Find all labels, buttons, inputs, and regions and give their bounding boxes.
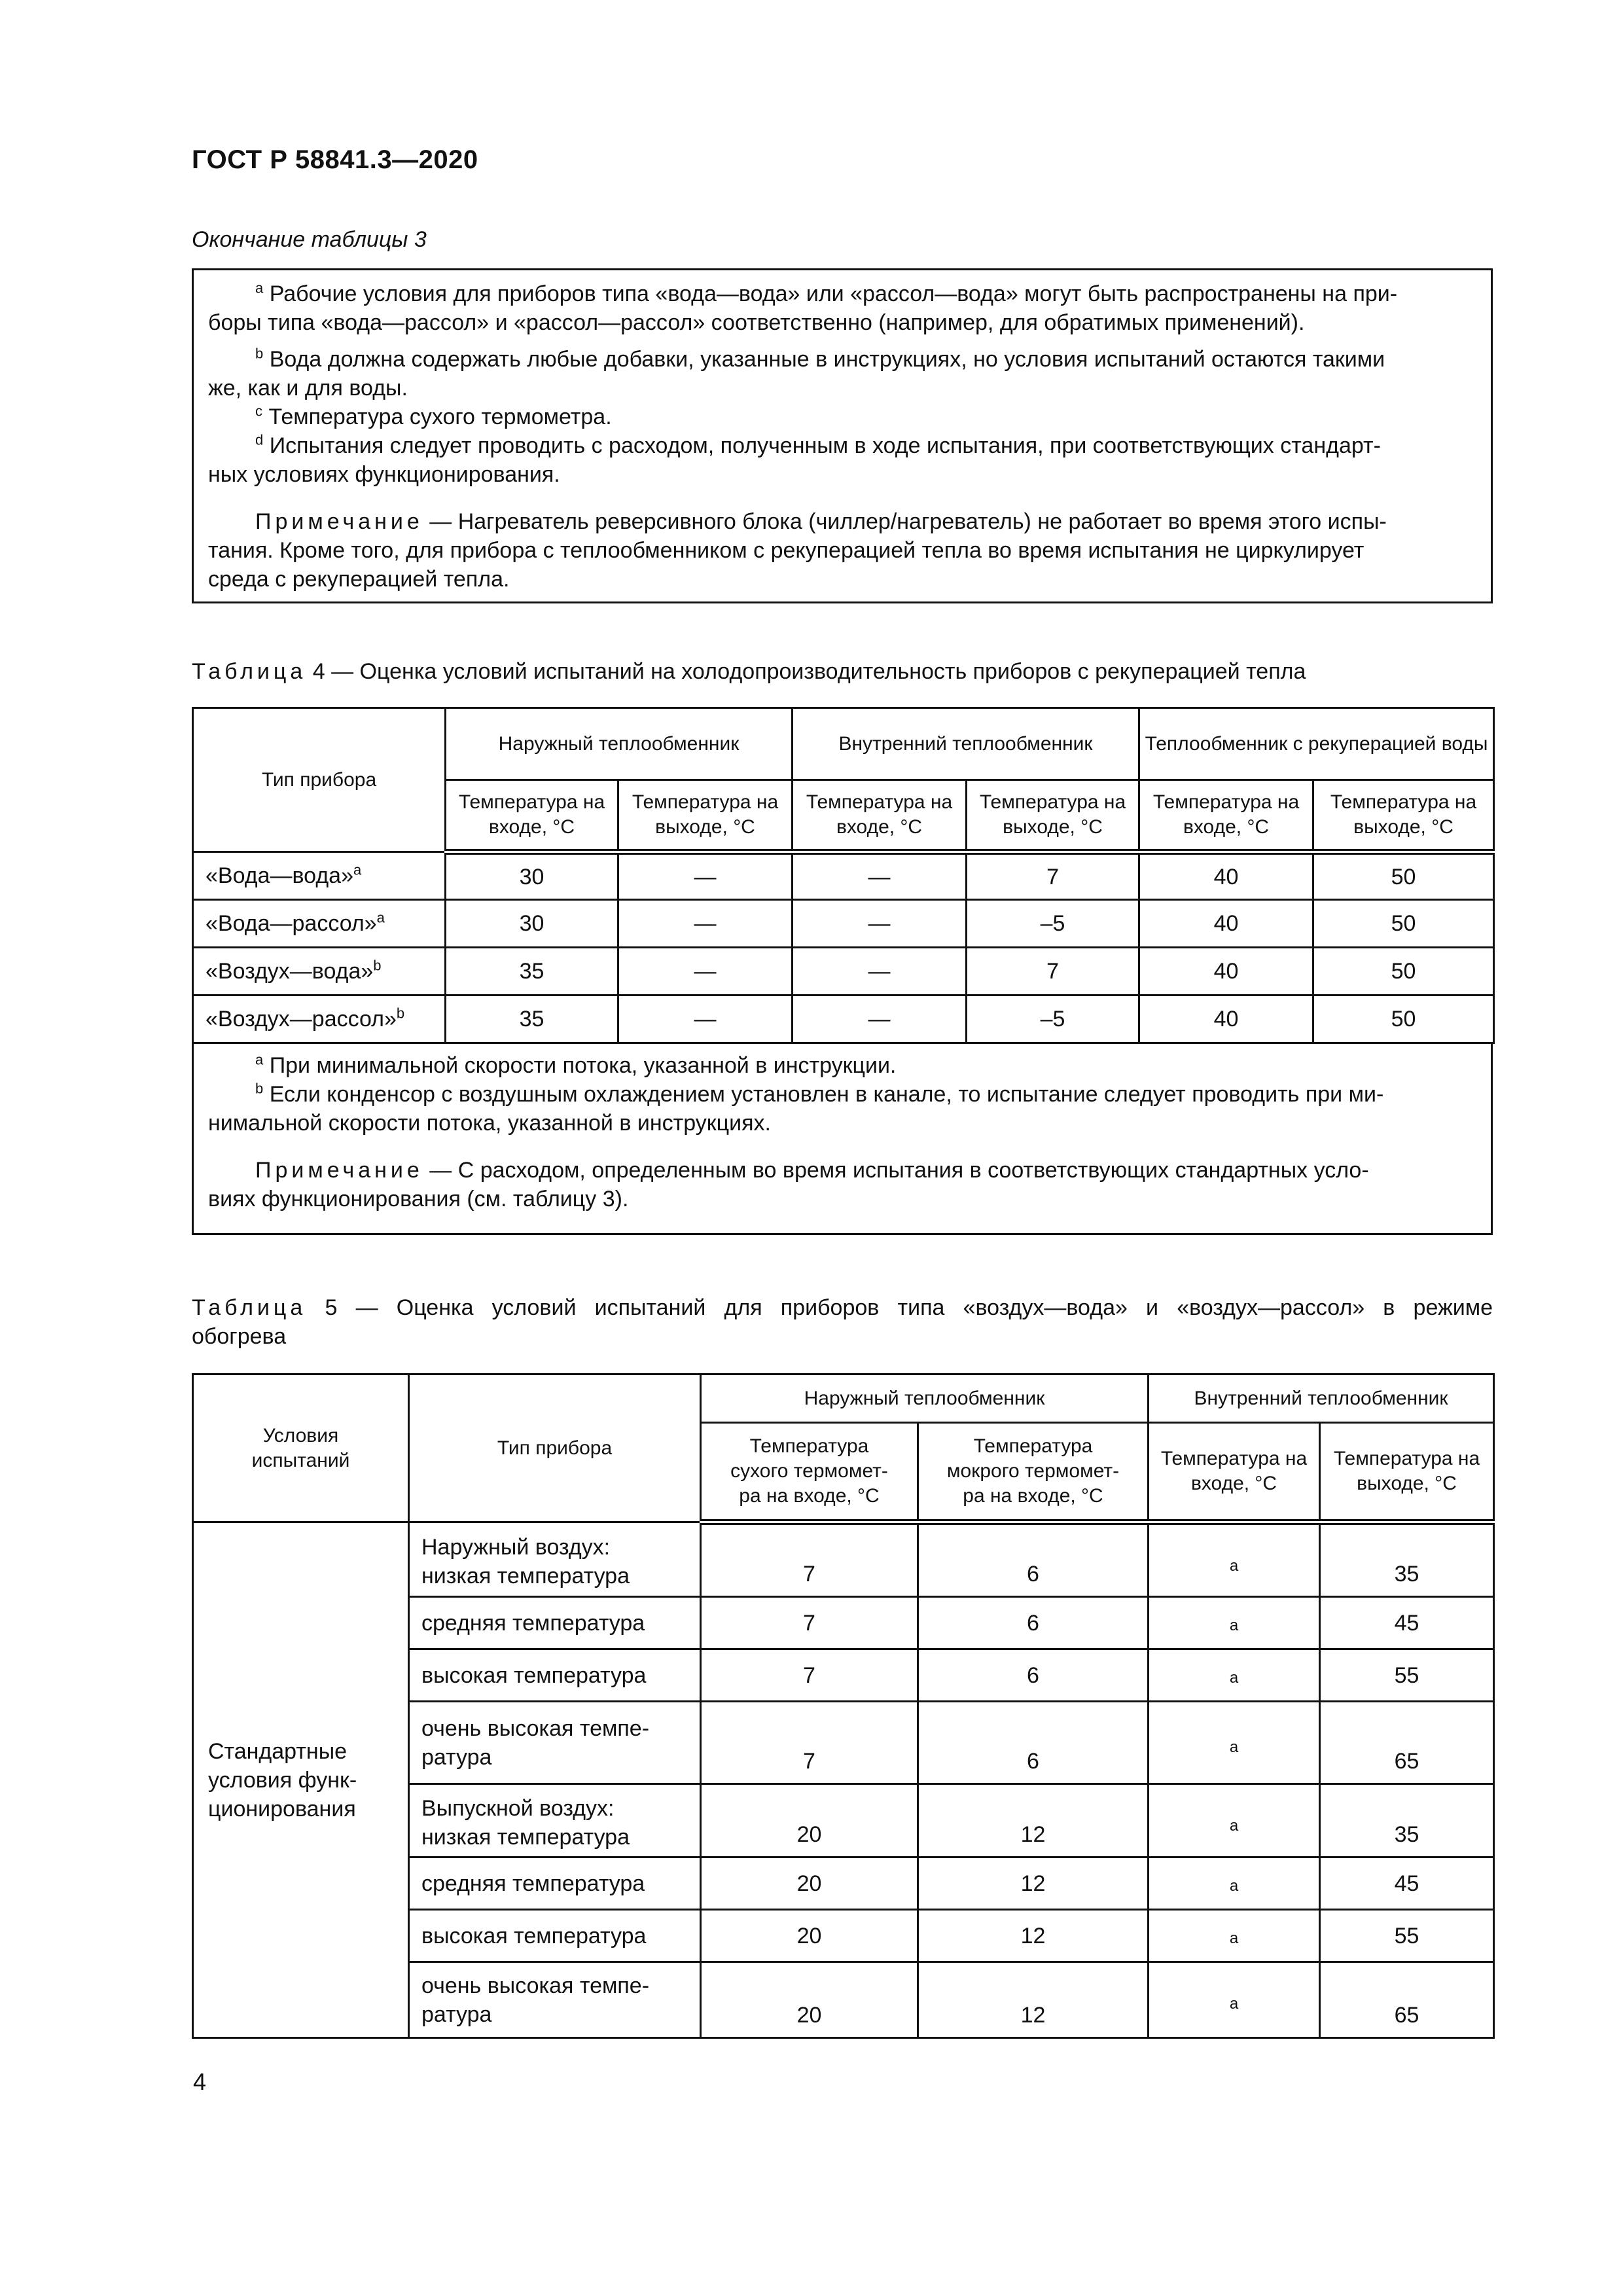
table-cell: 30 xyxy=(446,900,618,948)
table-cell: 7 xyxy=(967,948,1139,996)
table4-header-indoor: Внутренний теплообменник xyxy=(793,708,1139,780)
footnote-mark: c xyxy=(255,403,262,420)
table-cell: 20 xyxy=(701,1962,918,2038)
note-text: среда с рекуперацией тепла. xyxy=(208,567,510,592)
table-cell: 6 xyxy=(918,1649,1149,1702)
table-cell: — xyxy=(618,996,793,1043)
device-type: очень высокая темпе- ратура xyxy=(409,1702,701,1784)
device-type: Выпускной воздух: низкая температура xyxy=(409,1784,701,1857)
caption-text: 5 — Оценка условий испытаний для приборов типа «воздух—вода» и «воздух—рассол» в режиме xyxy=(306,1295,1493,1320)
footnote-text: ных условиях функционирования. xyxy=(208,462,560,487)
table-cell: 12 xyxy=(918,1910,1149,1962)
table-cell: 35 xyxy=(446,948,618,996)
table-cell: 7 xyxy=(967,852,1139,900)
table-cell: 20 xyxy=(701,1857,918,1910)
device-type: высокая температура xyxy=(409,1910,701,1962)
note-label: Примечание xyxy=(255,1158,423,1183)
table-cell: 12 xyxy=(918,1857,1149,1910)
table-cell: –5 xyxy=(967,996,1139,1043)
continuation-caption: Окончание таблицы 3 xyxy=(192,227,427,252)
table-cell: a xyxy=(1149,1910,1320,1962)
table3-note xyxy=(208,507,1476,536)
table-cell: 50 xyxy=(1313,852,1494,900)
table-cell: a xyxy=(1149,1784,1320,1857)
table5-header-outdoor: Наружный теплообменник xyxy=(701,1374,1149,1423)
table-cell: 50 xyxy=(1313,900,1494,948)
footnote-text: Если конденсор с воздушным охлаждением установлен в канале, то испытание следует проводить при ми- xyxy=(269,1082,1384,1107)
table4 xyxy=(192,707,1495,1044)
footnote-mark: a xyxy=(255,279,264,296)
table5-caption xyxy=(192,1293,1493,1351)
table-cell: 65 xyxy=(1320,1962,1494,2038)
table-row xyxy=(193,1522,1494,1597)
caption-line xyxy=(192,1293,1493,1322)
table5 xyxy=(192,1373,1495,2039)
table-cell: 45 xyxy=(1320,1597,1494,1649)
footnote-text: Вода должна содержать любые добавки, указанные в инструкциях, но условия испытаний остаются такими xyxy=(269,347,1385,372)
table-cell: 55 xyxy=(1320,1910,1494,1962)
note-text: тания. Кроме того, для прибора с теплообменником с рекуперацией тепла во время испытания не циркулирует xyxy=(208,538,1364,563)
footnote-mark: a xyxy=(255,1051,264,1068)
caption-text: 4 — Оценка условий испытаний на холодопроизводительность приборов с рекуперацией тепла xyxy=(306,659,1306,684)
footnote-text: же, как и для воды. xyxy=(208,376,408,401)
footnote-mark: d xyxy=(255,431,264,448)
table-cell: 45 xyxy=(1320,1857,1494,1910)
table-cell: 7 xyxy=(701,1522,918,1597)
table5-header-dry-bulb: Температура сухого термомет-ра на входе, °С xyxy=(701,1423,918,1522)
table-cell: 6 xyxy=(918,1702,1149,1784)
table-cell: 40 xyxy=(1139,996,1313,1043)
table4-note xyxy=(208,1156,1476,1185)
table-cell: 65 xyxy=(1320,1702,1494,1784)
table-cell: 30 xyxy=(446,852,618,900)
table-cell: a xyxy=(1149,1702,1320,1784)
table4-header-recovery: Теплообменник с рекуперацией воды xyxy=(1139,708,1494,780)
table-cell: 35 xyxy=(1320,1784,1494,1857)
device-type: очень высокая темпе- ратура xyxy=(409,1962,701,2038)
table-cell: 12 xyxy=(918,1784,1149,1857)
table-cell: — xyxy=(618,852,793,900)
table4-header-inlet: Температура на входе, °С xyxy=(793,780,967,852)
table-cell: 35 xyxy=(1320,1522,1494,1597)
caption-label: Таблица xyxy=(192,659,307,684)
footnote-mark: b xyxy=(255,345,264,362)
table-cell: –5 xyxy=(967,900,1139,948)
table-cell: 7 xyxy=(701,1649,918,1702)
table-cell: 40 xyxy=(1139,948,1313,996)
table4-footnote-a xyxy=(208,1051,1476,1080)
table-cell: 50 xyxy=(1313,948,1494,996)
device-type: «Воздух—вода»$^b$ xyxy=(193,948,446,996)
device-type: средняя температура xyxy=(409,1857,701,1910)
footnote-text: боры типа «вода—рассол» и «рассол—рассол» соответственно (например, для обратимых применений). xyxy=(208,310,1305,335)
table4-header-inlet: Температура на входе, °С xyxy=(1139,780,1313,852)
document-code: ГОСТ Р 58841.3—2020 xyxy=(192,145,478,174)
device-type: Наружный воздух: низкая температура xyxy=(409,1522,701,1597)
note-text: — Нагреватель реверсивного блока (чиллер/нагреватель) не работает во время этого испы- xyxy=(423,509,1387,534)
table4-header-outlet: Температура на выходе, °С xyxy=(967,780,1139,852)
table-cell: 20 xyxy=(701,1910,918,1962)
table4-caption xyxy=(192,657,1306,686)
caption-label: Таблица xyxy=(192,1295,307,1320)
table-cell: 40 xyxy=(1139,900,1313,948)
table4-footnote-b xyxy=(208,1080,1476,1109)
table-cell: 7 xyxy=(701,1597,918,1649)
note-label: Примечание xyxy=(255,509,423,534)
table4-header-type: Тип прибора xyxy=(193,708,446,852)
footnote-text: При минимальной скорости потока, указанной в инструкции. xyxy=(269,1053,897,1078)
table-cell: a xyxy=(1149,1857,1320,1910)
table-row xyxy=(193,996,1494,1043)
table5-header-type: Тип прибора xyxy=(409,1374,701,1522)
table-cell: a xyxy=(1149,1522,1320,1597)
table-row xyxy=(193,900,1494,948)
table4-header-outlet: Температура на выходе, °С xyxy=(1313,780,1494,852)
test-condition: Стандартные условия функ-ционирования xyxy=(193,1522,409,2038)
table-row xyxy=(193,948,1494,996)
table5-header-conditions: Условия испытаний xyxy=(193,1374,409,1522)
footnote-text: Рабочие условия для приборов типа «вода—вода» или «рассол—вода» могут быть распространены на при- xyxy=(269,281,1398,306)
table-cell: 40 xyxy=(1139,852,1313,900)
table4-notes-box xyxy=(192,1043,1493,1235)
footnote-text: нимальной скорости потока, указанной в инструкциях. xyxy=(208,1111,771,1136)
table-cell: a xyxy=(1149,1962,1320,2038)
table-cell: 6 xyxy=(918,1597,1149,1649)
table-cell: 35 xyxy=(446,996,618,1043)
device-type: средняя температура xyxy=(409,1597,701,1649)
table-cell: — xyxy=(793,852,967,900)
table-cell: a xyxy=(1149,1649,1320,1702)
table-cell: 7 xyxy=(701,1702,918,1784)
table-cell: — xyxy=(793,900,967,948)
table-cell: 6 xyxy=(918,1522,1149,1597)
table-cell: 20 xyxy=(701,1784,918,1857)
table-cell: — xyxy=(793,948,967,996)
table-cell: 55 xyxy=(1320,1649,1494,1702)
table4-header-outdoor: Наружный теплообменник xyxy=(446,708,793,780)
table3-footnote-b xyxy=(208,345,1476,374)
table-row xyxy=(193,852,1494,900)
caption-text: обогрева xyxy=(192,1324,287,1349)
table-cell: — xyxy=(793,996,967,1043)
table-cell: 50 xyxy=(1313,996,1494,1043)
table3-footnote-a xyxy=(208,279,1476,308)
table3-footnote-c xyxy=(208,403,1476,431)
table-cell: 12 xyxy=(918,1962,1149,2038)
note-text: виях функционирования (см. таблицу 3). xyxy=(208,1187,629,1211)
table5-header-outlet: Температура на выходе, °С xyxy=(1320,1423,1494,1522)
device-type: «Вода—рассол»$^a$ xyxy=(193,900,446,948)
table5-header-indoor: Внутренний теплообменник xyxy=(1149,1374,1494,1423)
device-type: «Вода—вода»$^a$ xyxy=(193,852,446,900)
table3-footnote-d xyxy=(208,431,1476,460)
table5-header-inlet: Температура на входе, °С xyxy=(1149,1423,1320,1522)
table-cell: a xyxy=(1149,1597,1320,1649)
device-type: «Воздух—рассол»$^b$ xyxy=(193,996,446,1043)
table5-header-wet-bulb: Температура мокрого термомет-ра на входе, °С xyxy=(918,1423,1149,1522)
table4-header-inlet: Температура на входе, °С xyxy=(446,780,618,852)
device-type: высокая температура xyxy=(409,1649,701,1702)
footnote-mark: b xyxy=(255,1080,264,1097)
footnote-text: Температура сухого термометра. xyxy=(268,404,612,429)
footnote-text: Испытания следует проводить с расходом, полученным в ходе испытания, при соответствующих стандарт- xyxy=(269,433,1381,458)
note-text: — С расходом, определенным во время испытания в соответствующих стандартных усло- xyxy=(423,1158,1369,1183)
page-number: 4 xyxy=(193,2068,207,2095)
table-cell: — xyxy=(618,900,793,948)
table4-header-outlet: Температура на выходе, °С xyxy=(618,780,793,852)
table-cell: — xyxy=(618,948,793,996)
table3-notes-box xyxy=(192,268,1493,603)
